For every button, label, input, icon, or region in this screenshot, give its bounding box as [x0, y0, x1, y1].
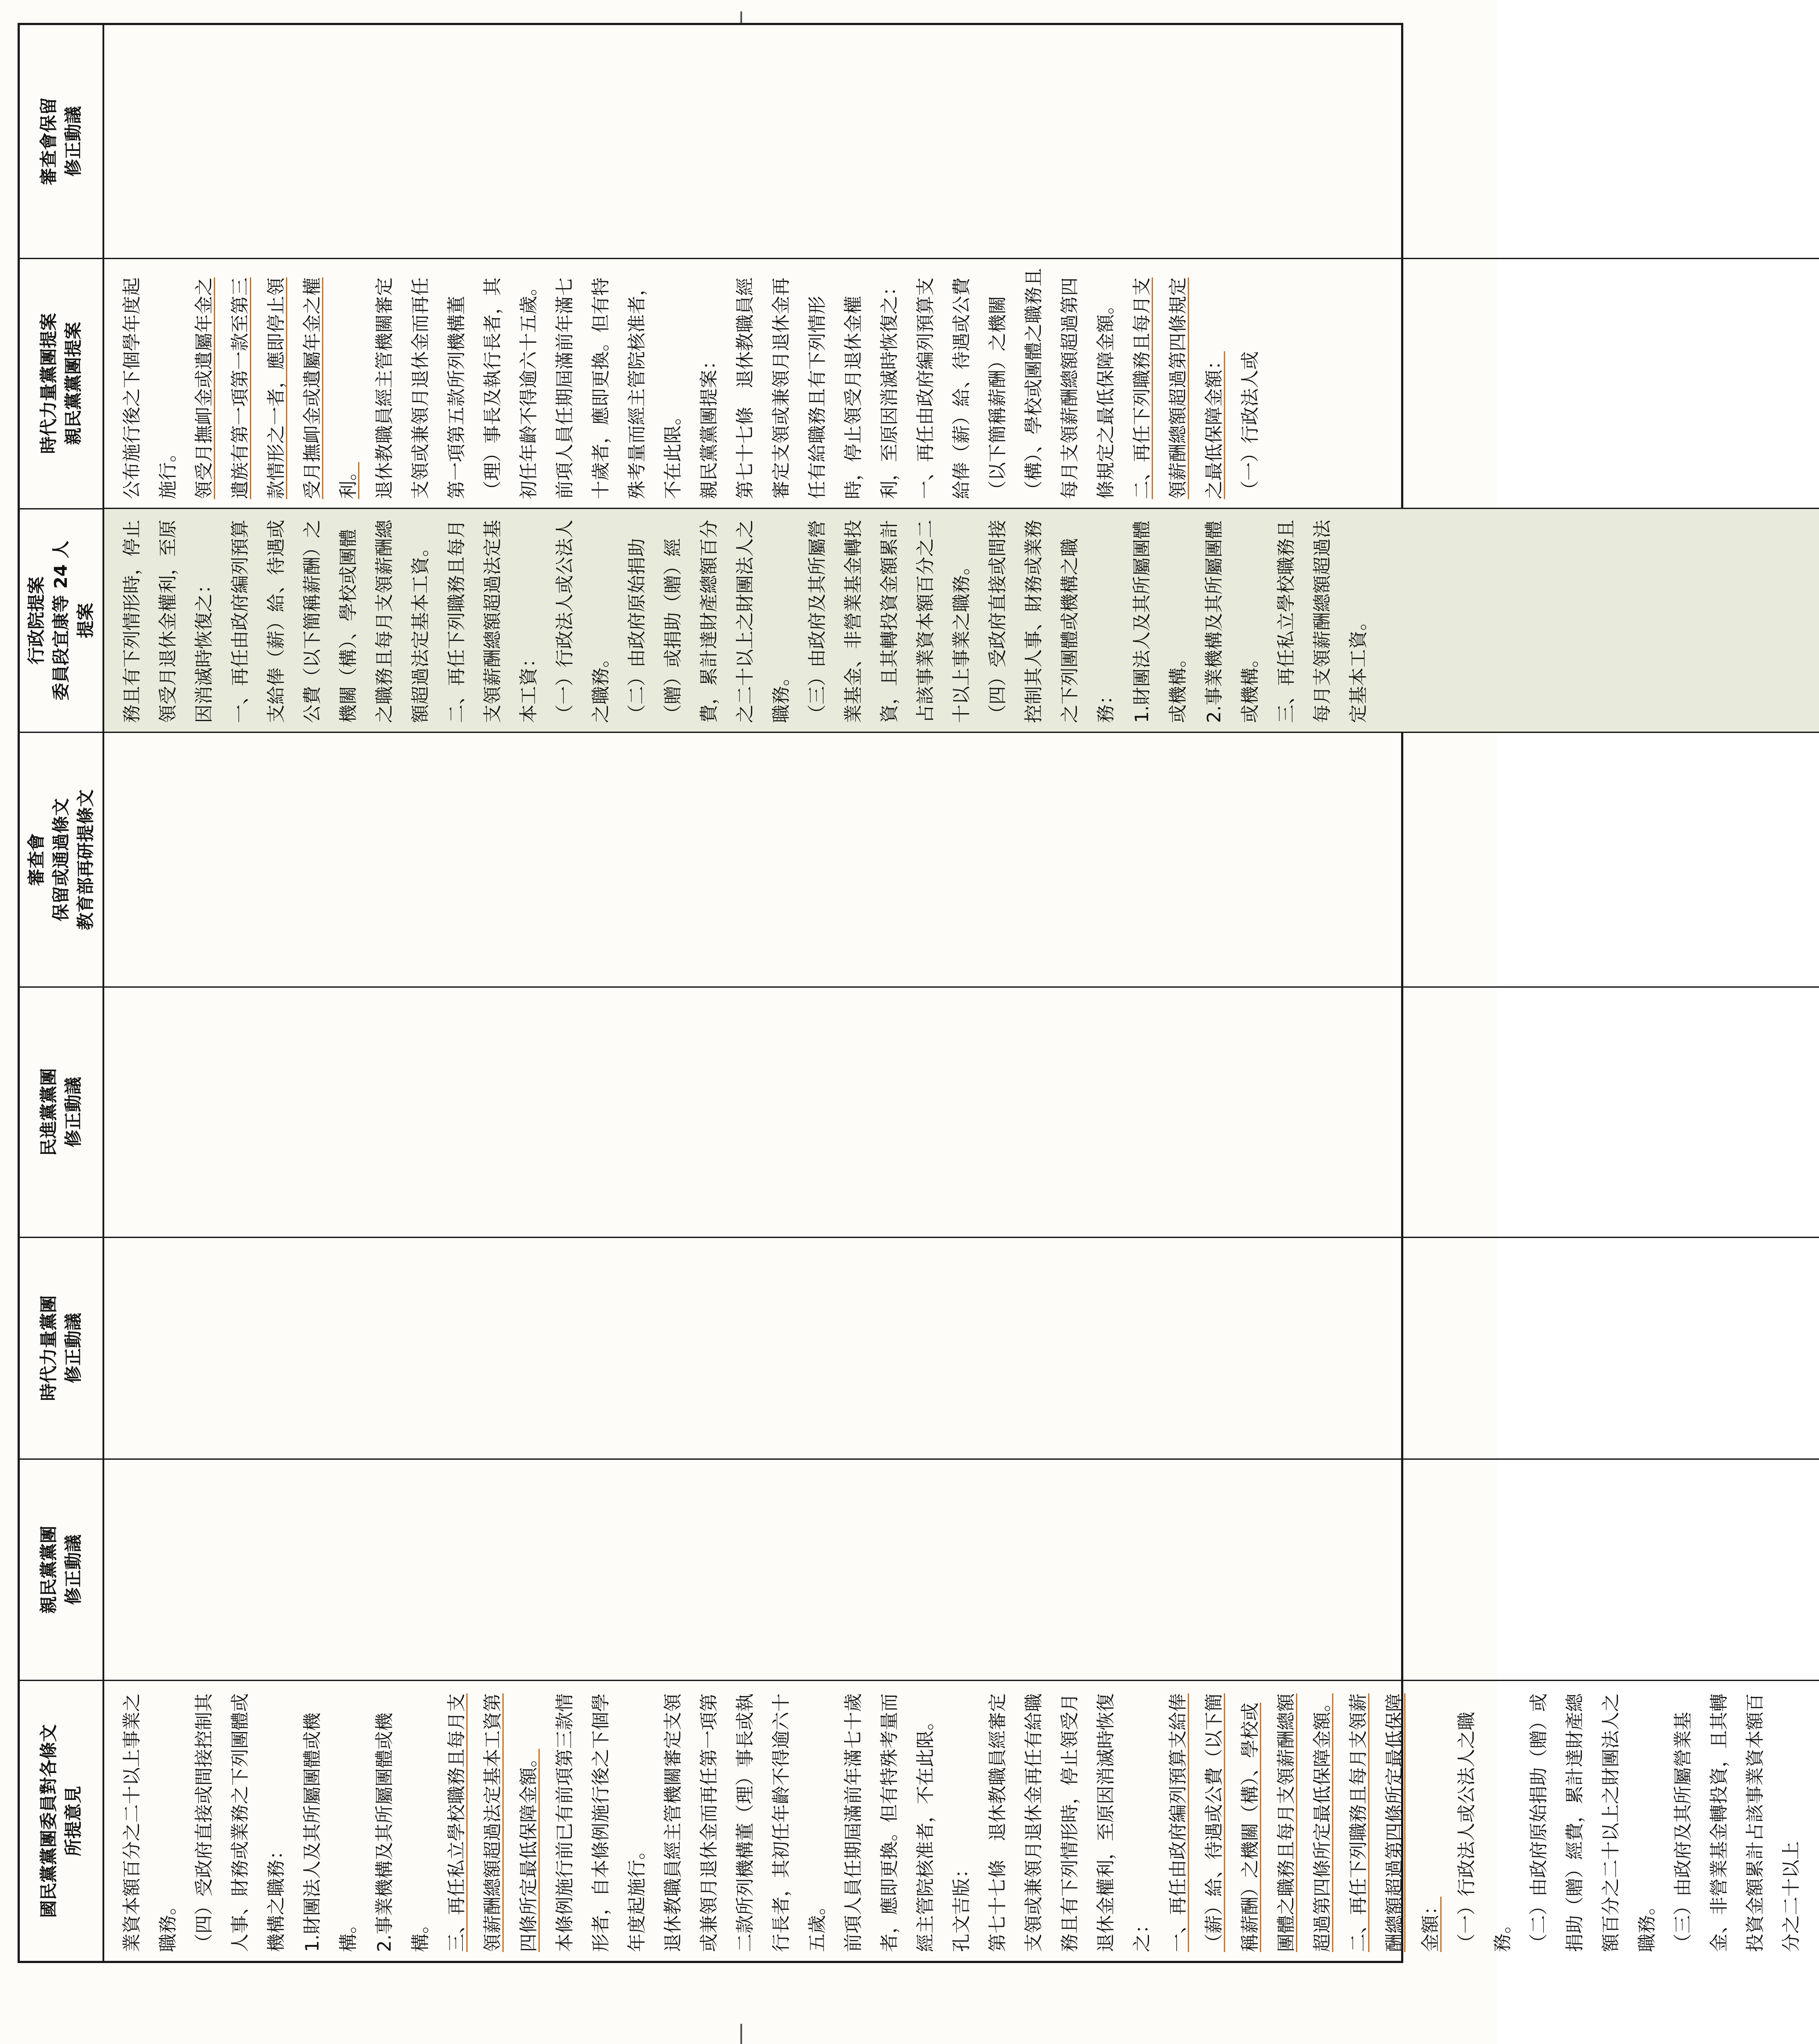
- text-line: 三、再任私立學校職務且每月支領薪酬總額超過法定基本工資。: [1275, 520, 1369, 723]
- header-line: 提案: [76, 603, 96, 638]
- header-line: 委員段宜康等 24 人: [51, 540, 71, 701]
- text-line: 1.財團法人及其所屬團體或機構。: [301, 1712, 359, 1952]
- text-line: （四）受政府直接或間接控制其人事、財務或業務之下列團體或機構之職務：: [987, 520, 1116, 723]
- text-line: （三）由政府及其所屬營業基金、非營業基金轉投資，且其轉投資金額累計占該事業資本額百分之二十以上: [1672, 1693, 1802, 1952]
- header-line: 保留或通過條文: [51, 798, 71, 922]
- text-line: 二、再任下列職務且每月支領薪酬總額超過第四條所定最低保障金額：: [1347, 1693, 1441, 1952]
- text-line: 二、再任下列職務且每月支領薪酬總額超過法定基本工資：: [446, 520, 539, 723]
- scan-mark: [740, 2024, 742, 2044]
- text-line: （三）由政府及其所屬營業基金、非營業基金轉投資，且其轉投資金額累計占該事業資本額百分之二十以上事業之職務。: [806, 520, 972, 723]
- table-body-row: [104, 25, 1819, 1961]
- header-line: 行政院提案: [26, 576, 47, 665]
- header-line: 所提意見: [63, 1786, 84, 1857]
- comparison-table: [18, 23, 1802, 1963]
- cell-dpp-motion: [104, 986, 1819, 1237]
- header-line: 親民黨黨團: [39, 1526, 59, 1614]
- header-line: 民進黨黨團: [39, 1068, 59, 1156]
- cell-npp-pfp-proposal: [104, 258, 1819, 508]
- text-line: （一）行政法人或公法人之職務。: [1456, 1711, 1513, 1952]
- cell-review-committee: [104, 732, 1819, 986]
- header-line: 國民黨黨團委員對各條文: [39, 1724, 59, 1918]
- text-line: （二）由政府原始捐助（贈）或捐助（贈）經費，累計達財產總額百分之二十以上之財團法人之職務。: [1528, 1693, 1658, 1952]
- text-line: 務且有下列情形時，停止領受月退休金權利，至原因消滅時恢復之：: [121, 520, 215, 723]
- text-line: 第七十七條 退休教職員經審定支領或兼領月退休金再任有給職務且有下列情形時，停止領受月退休金權利，至原因消滅時恢復之：: [987, 1693, 1153, 1952]
- header-npp-motion: [20, 1237, 102, 1458]
- text-line: 一、再任由政府編列預算支給俸（薪）給、待遇或公費（以下簡稱薪酬）之機關（構）、學校或團體之職務且每月支領薪酬總額超過第四條規定之最低保障金額。: [915, 268, 1116, 499]
- text-line: 退休教職員經主管機關審定支領或兼領月退休金而再任第一項第二款所列機構董（理）事長或執行長者，其初任年齡不得逾六十五歲。: [662, 1693, 828, 1952]
- header-line: 時代力量黨團提案: [39, 313, 59, 454]
- cell-npp-motion: [104, 1237, 1819, 1458]
- text-line: 公布施行後之下個學年度起施行。: [121, 277, 179, 499]
- header-line: 時代力量黨團: [39, 1295, 59, 1401]
- text-line: 業資本額百分之二十以上事業之職務。: [121, 1693, 179, 1952]
- header-line: 親民黨黨團提案: [63, 322, 84, 445]
- header-kmt-opinions: [20, 1680, 102, 1961]
- text-line: 孔文吉版：: [951, 1859, 972, 1952]
- text-line: 本條例施行前已有前項第三款情形者，自本條例施行後之下個學年度起施行。: [554, 1693, 648, 1952]
- text-line: （二）由政府原始捐助（贈）或捐助（贈）經費，累計達財產總額百分之二十以上之財團法人之職務。: [626, 520, 792, 723]
- text-line: （四）受政府直接或間接控制其人事、財務或業務之下列團體或機構之職務：: [193, 1693, 287, 1952]
- header-pfp-motion: [20, 1458, 102, 1680]
- text-line: （一）行政法人或: [1239, 351, 1261, 499]
- text-line: 一、再任由政府編列預算支給俸（薪）給、待遇或公費（以下簡稱薪酬）之機關（構）、學校或團體之職務且每月支領薪酬總額超過法定基本工資。: [229, 520, 431, 723]
- text-line: 前項人員任期屆滿前年滿七十歲者，應即更換。但有特殊考量而經主管院核准者，不在此限。: [842, 1693, 936, 1952]
- cell-executive-yuan: [104, 508, 1819, 732]
- header-line: 審查會保留: [39, 97, 59, 186]
- header-line: 修正動議: [63, 106, 84, 177]
- text-line: 1.財團法人及其所屬團體或機構。: [1131, 520, 1189, 723]
- header-line: 修正動議: [63, 1313, 84, 1384]
- header-line: 修正動議: [63, 1535, 84, 1605]
- header-npp-pfp-proposal: [20, 258, 102, 508]
- text-line: 親民黨黨團提案：: [698, 351, 720, 499]
- header-executive-yuan: [20, 508, 102, 732]
- header-dpp-motion: [20, 986, 102, 1237]
- text-line: 退休教職員經主管機關審定支領或兼領月退休金而再任第一項第五款所列機構董（理）事長及執行長者，其初任年齡不得逾六十五歲。: [373, 277, 539, 499]
- header-line: 修正動議: [63, 1077, 84, 1147]
- table-header-row: [20, 25, 104, 1961]
- text-line: 第七十七條 退休教職員經審定支領或兼領月退休金再任有給職務且有下列情形時，停止領受月退休金權利，至原因消滅時恢復之：: [734, 277, 900, 499]
- cell-pfp-motion: [104, 1458, 1819, 1680]
- header-line: 教育部再研提條文: [76, 789, 96, 930]
- text-line: 一、再任由政府編列預算支給俸（薪）給、待遇或公費（以下簡稱薪酬）之機關（構）、學校或團體之職務且每月支領薪酬總額超過第四條所定最低保障金額。: [1167, 1693, 1333, 1952]
- text-line: 2.事業機構及其所屬團體或機構。: [1203, 520, 1261, 723]
- text-line: 二、再任下列職務且每月支領薪酬總額超過第四條規定之最低保障金額：: [1131, 277, 1225, 499]
- text-line: 領受月撫卹金或遺屬年金之遺族有第一項第一款至第三款情形之一者，應即停止領受月撫卹金或遺屬年金之權利。: [193, 277, 359, 499]
- text-line: 三、再任私立學校職務且每月支領薪酬總額超過法定基本工資第四條所定最低保障金額。: [446, 1693, 539, 1952]
- text-line: 2.事業機構及其所屬團體或機構。: [373, 1712, 431, 1952]
- text-line: （一）行政法人或公法人之職務。: [554, 520, 611, 723]
- header-review-reserved: [20, 25, 102, 258]
- header-line: 審查會: [26, 833, 47, 886]
- header-review-committee: [20, 732, 102, 986]
- cell-kmt-opinions: [104, 1680, 1819, 1961]
- cell-review-reserved: [104, 25, 1819, 258]
- text-line: 前項人員任期屆滿前年滿七十歲者，應即更換。但有特殊考量而經主管院核准者，不在此限。: [554, 277, 684, 499]
